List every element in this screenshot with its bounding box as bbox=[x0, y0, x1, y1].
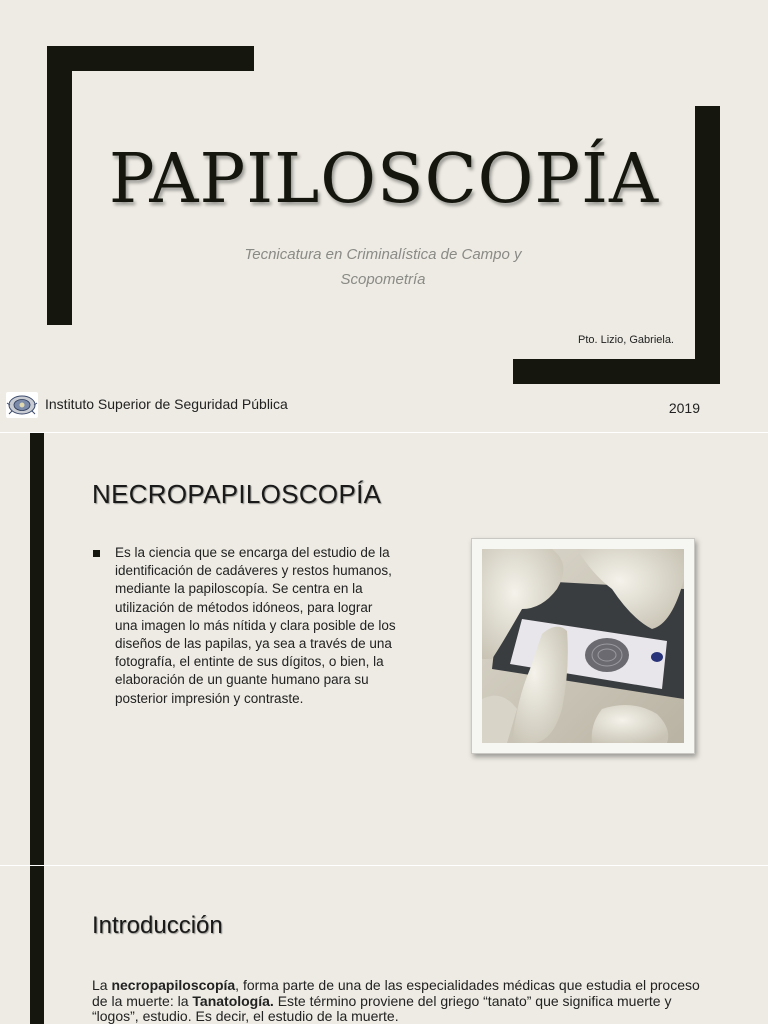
institution-name: Instituto Superior de Seguridad Pública bbox=[45, 396, 288, 412]
fingerprint-photo bbox=[482, 549, 684, 743]
slide-heading: NECROPAPILOSCOPÍA bbox=[92, 479, 382, 509]
bullet-text: Es la ciencia que se encarga del estudio de la identificación de cadáveres y restos humanos, mediante la papiloscopía. Se centra en la utilización de métodos idóneos, para lograr una imagen lo más nítida y clara posible de los diseños de las papilas, ya sea a través de una fotografía, el entinte de sus dígitos, o bien, la elaboración de un guante humano para su posterior impresión y contraste. bbox=[115, 545, 396, 706]
bullet-list bbox=[93, 544, 398, 708]
intro-paragraph bbox=[92, 978, 702, 1024]
left-accent-bar bbox=[30, 866, 44, 1024]
slide-heading: Introducción bbox=[92, 912, 223, 939]
photo-frame bbox=[471, 538, 695, 754]
square-bullet-icon bbox=[93, 550, 100, 557]
left-accent-bar bbox=[30, 433, 44, 865]
author-name: Pto. Lizio, Gabriela. bbox=[578, 334, 674, 346]
institution-seal-icon bbox=[6, 392, 38, 418]
intro-text-1: La bbox=[92, 977, 112, 993]
intro-text-3: Este término proviene del griego “tanato” que significa muerte y “logos”, estudio. Es decir, el estudio de la muerte. bbox=[92, 992, 672, 1024]
presentation-year: 2019 bbox=[668, 400, 700, 416]
subtitle-line-1: Tecnicatura en Criminalística de Campo y bbox=[244, 246, 522, 263]
necropapiloscopia-slide bbox=[0, 433, 768, 865]
title-slide bbox=[0, 0, 768, 432]
slide-subtitle bbox=[200, 242, 566, 292]
intro-bold-term-2: Tanatología. bbox=[192, 992, 274, 1009]
subtitle-line-2: Scopometría bbox=[340, 271, 426, 288]
intro-bold-term-1: necropapiloscopía bbox=[111, 977, 236, 993]
slide-title: PAPILOSCOPÍA bbox=[108, 140, 660, 219]
introduccion-slide bbox=[0, 866, 768, 1024]
intro-text-2: , forma parte de una de las especialidades médicas que estudia el proceso de la muerte: la bbox=[92, 977, 700, 1009]
